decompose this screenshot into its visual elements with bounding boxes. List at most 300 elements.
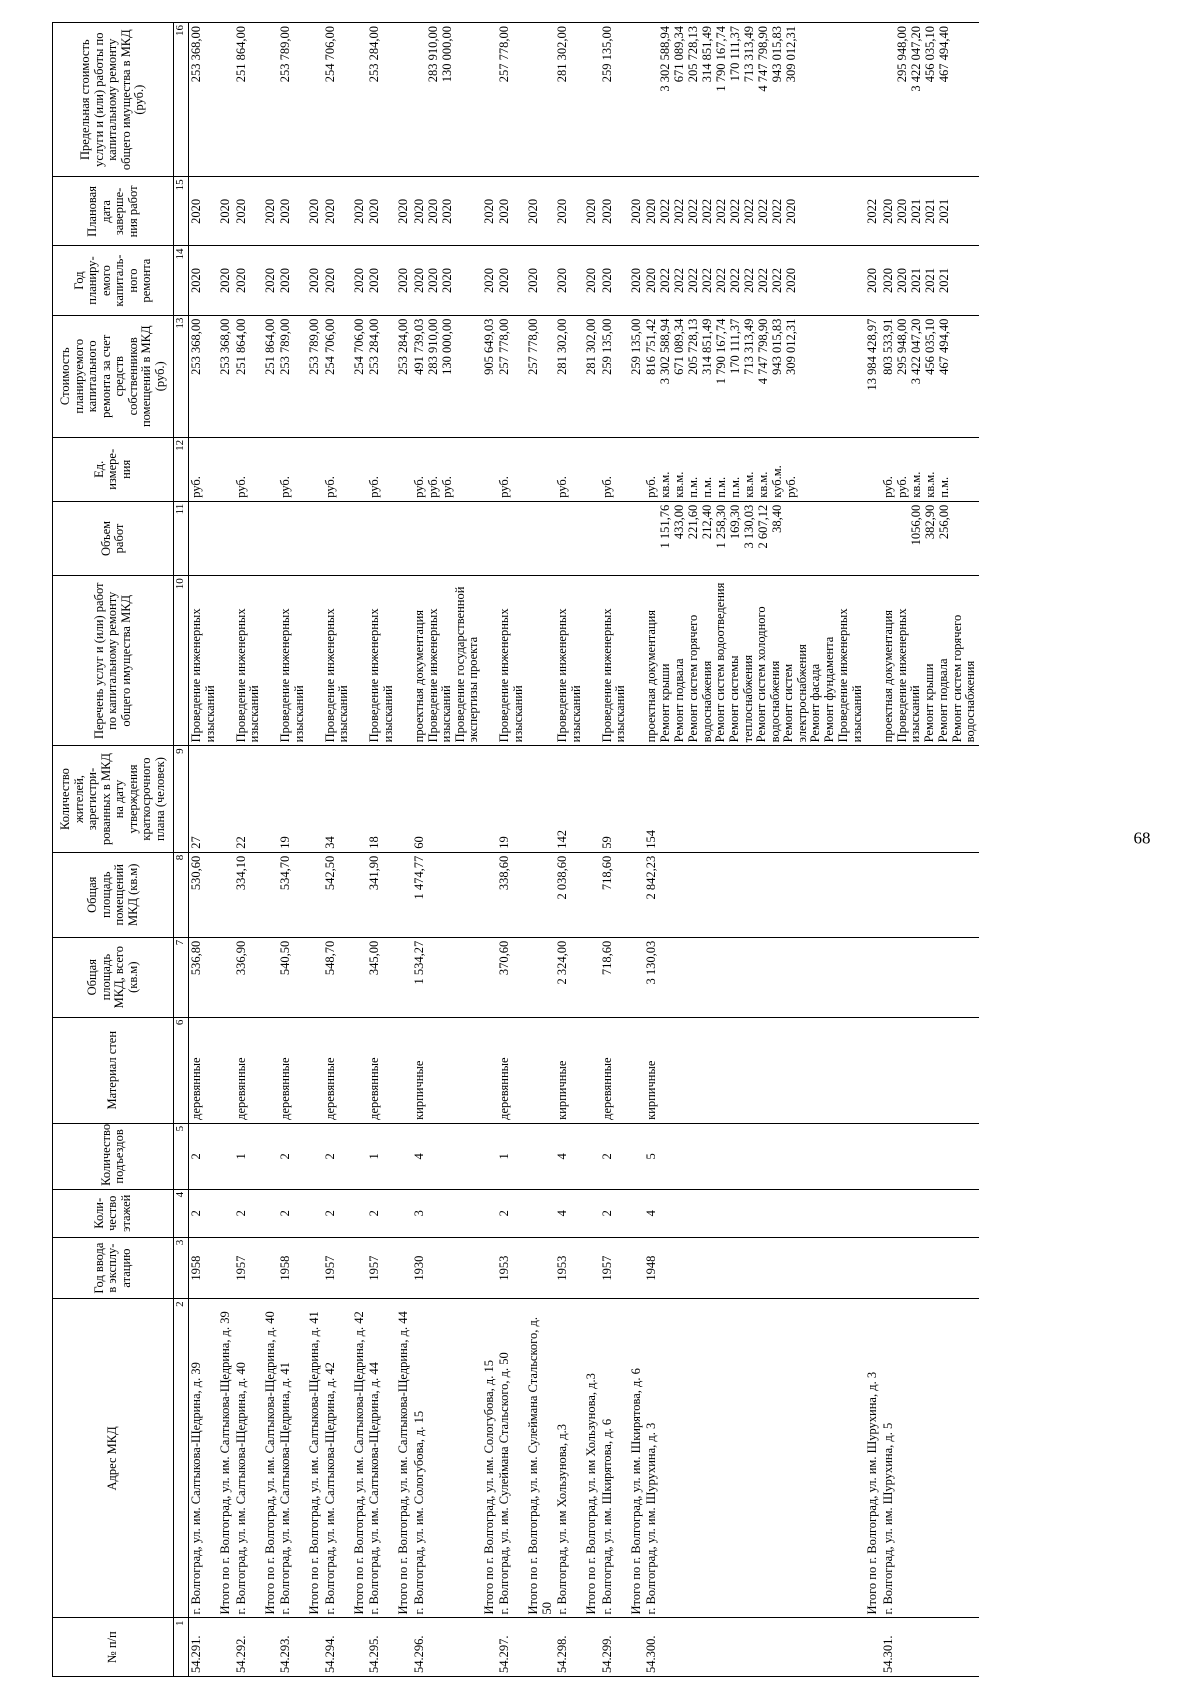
work-unit: руб. xyxy=(425,476,440,498)
work-year: 2020 xyxy=(894,268,909,294)
column-number: 8 xyxy=(174,852,189,937)
total-blank xyxy=(352,852,368,937)
work-year: 2020 xyxy=(367,268,381,294)
row-floors-value: 2 xyxy=(278,1210,292,1217)
work-name-list xyxy=(555,576,584,746)
work-volume-list xyxy=(881,501,979,575)
row-wall-material-value: деревянные xyxy=(233,1057,248,1120)
work-cost-list xyxy=(323,315,352,437)
row-number xyxy=(367,1618,396,1677)
row-residents-value: 34 xyxy=(322,836,337,849)
row-address-value: г. Волгоград, ул. им. Салтыкова-Щедрина, д. 40 xyxy=(233,1362,248,1615)
work-limit-list xyxy=(881,23,979,177)
row-entrances xyxy=(497,1123,526,1189)
work-name: Ремонт крыши xyxy=(921,663,936,743)
total-blank xyxy=(263,501,279,575)
work-cost-list xyxy=(555,315,584,437)
total-blank xyxy=(352,1123,368,1189)
total-blank xyxy=(584,576,600,746)
total-blank xyxy=(396,1618,412,1677)
row-residents xyxy=(278,746,307,852)
work-volume: 1 258,30 xyxy=(714,504,728,549)
total-label xyxy=(629,1299,645,1618)
row-number xyxy=(600,1618,629,1677)
total-blank xyxy=(584,501,600,575)
work-unit: п.м. xyxy=(714,476,728,498)
total-label-text: Итого по г. Волгоград, ул. им. Салтыкова-Щедрина, д. 41 xyxy=(307,1311,321,1615)
work-volume-list xyxy=(644,501,865,575)
work-unit: руб. xyxy=(233,476,248,498)
work-limit: 205 728,13 xyxy=(686,26,700,83)
work-volume: 433,00 xyxy=(672,504,686,540)
total-end xyxy=(307,177,323,246)
row-area-total-value: 540,50 xyxy=(278,940,292,976)
work-volume xyxy=(279,505,293,572)
work-cost: 943 015,83 xyxy=(770,318,784,375)
row-address-value: г. Волгоград, ул. им. Сологубова, д. 15 xyxy=(411,1410,426,1615)
work-unit: руб. xyxy=(322,476,337,498)
row-wall-material xyxy=(555,1017,584,1123)
work-cost: 251 864,00 xyxy=(233,318,248,375)
work-year: 2020 xyxy=(555,268,569,294)
work-name-list xyxy=(323,576,352,746)
row-floors-value: 2 xyxy=(189,1210,203,1217)
total-blank xyxy=(352,437,368,501)
row-floors xyxy=(323,1189,352,1237)
total-blank xyxy=(629,501,645,575)
work-cost: 257 778,00 xyxy=(497,318,511,375)
header-cell: Общая площадь МКД, всего (кв.м) xyxy=(53,937,174,1017)
row-entrances-value: 5 xyxy=(644,1153,658,1160)
row-build-year-value: 1948 xyxy=(644,1255,658,1281)
header-cell: Количество подъездов xyxy=(53,1123,174,1189)
work-volume: 38,40 xyxy=(770,504,784,533)
row-address-value: г. Волгоград, ул. им. Сулеймана Стальского, д. 50 xyxy=(497,1352,511,1615)
work-unit-list xyxy=(189,437,219,501)
row-number xyxy=(234,1618,263,1677)
row-floors-value: 2 xyxy=(322,1210,337,1217)
row-area-total-value: 2 324,00 xyxy=(555,940,569,985)
work-limit: 253 368,00 xyxy=(189,26,203,83)
total-blank xyxy=(482,746,498,852)
total-blank xyxy=(584,1237,600,1299)
work-name-list xyxy=(644,576,865,746)
total-blank xyxy=(629,937,645,1017)
row-area-rooms-value: 718,60 xyxy=(599,855,614,891)
work-cost-list xyxy=(412,315,482,437)
row-number xyxy=(555,1618,584,1677)
row-area-rooms-value: 2 842,23 xyxy=(644,855,658,900)
row-number-value: 54.299. xyxy=(599,1635,614,1673)
row-area-total-value: 345,00 xyxy=(367,940,381,976)
row-residents xyxy=(644,746,865,852)
work-end-date: 2022 xyxy=(770,198,784,224)
row-address-value: г. Волгоград, ул. им Хользунова, д.3 xyxy=(555,1423,569,1615)
row-address xyxy=(497,1299,526,1618)
total-year-value: 2020 xyxy=(481,268,496,294)
table-row xyxy=(367,23,396,1677)
row-entrances-value: 4 xyxy=(555,1153,569,1160)
row-build-year-value: 1957 xyxy=(322,1255,337,1281)
column-number: 11 xyxy=(174,501,189,575)
work-unit: п.м. xyxy=(936,476,951,498)
work-cost: 281 302,00 xyxy=(555,318,569,375)
row-residents-value: 142 xyxy=(555,829,569,849)
total-blank xyxy=(865,746,881,852)
total-blank xyxy=(396,1237,412,1299)
work-unit: руб. xyxy=(599,476,614,498)
row-floors xyxy=(881,1189,979,1237)
total-blank xyxy=(526,23,555,177)
work-name: Ремонт крыши xyxy=(658,663,672,743)
work-year: 2020 xyxy=(880,268,895,294)
work-volume xyxy=(324,505,338,572)
total-blank xyxy=(307,437,323,501)
row-wall-material xyxy=(881,1017,979,1123)
total-label xyxy=(482,1299,498,1618)
work-volume-list xyxy=(189,501,219,575)
total-blank xyxy=(307,1189,323,1237)
row-floors xyxy=(412,1189,482,1237)
row-floors-value: 2 xyxy=(367,1210,381,1217)
work-volume-list xyxy=(367,501,396,575)
total-end-value: 2020 xyxy=(262,198,277,224)
total-blank xyxy=(218,501,234,575)
work-limit-list xyxy=(189,23,219,177)
work-year: 2020 xyxy=(189,268,203,294)
row-residents xyxy=(497,746,526,852)
total-blank xyxy=(307,746,323,852)
row-build-year-value: 1958 xyxy=(189,1255,203,1281)
work-year: 2022 xyxy=(714,268,728,294)
row-number-value: 54.300. xyxy=(644,1635,658,1673)
work-year: 2022 xyxy=(672,268,686,294)
work-unit: руб. xyxy=(278,476,292,498)
total-end xyxy=(218,177,234,246)
row-address xyxy=(234,1299,263,1618)
work-year-list xyxy=(234,246,263,315)
total-blank xyxy=(352,937,368,1017)
row-wall-material-value: деревянные xyxy=(278,1057,292,1120)
total-cost-value: 253 284,00 xyxy=(396,318,410,375)
work-limit-list xyxy=(323,23,352,177)
work-cost: 456 035,10 xyxy=(922,318,937,375)
total-blank xyxy=(263,1123,279,1189)
total-blank xyxy=(584,1189,600,1237)
total-row xyxy=(865,23,881,1677)
total-year-value: 2020 xyxy=(351,268,366,294)
work-year: 2020 xyxy=(644,268,658,294)
total-blank xyxy=(218,1237,234,1299)
table-row xyxy=(644,23,865,1677)
total-blank xyxy=(263,937,279,1017)
total-year xyxy=(396,246,412,315)
row-area-rooms xyxy=(367,852,396,937)
row-number xyxy=(644,1618,865,1677)
work-cost: 467 494,40 xyxy=(936,318,951,375)
work-year: 2020 xyxy=(233,268,248,294)
table-row xyxy=(497,23,526,1677)
row-wall-material-value: кирпичные xyxy=(644,1060,658,1120)
work-volume-list xyxy=(412,501,482,575)
work-cost: 671 089,34 xyxy=(672,318,686,375)
total-year xyxy=(307,246,323,315)
table-row xyxy=(234,23,263,1677)
total-blank xyxy=(865,23,881,177)
work-year-list xyxy=(412,246,482,315)
total-label-text: Итого по г. Волгоград, ул. им. Сулеймана Стальского, д. 50 xyxy=(526,1317,554,1615)
work-end-date-list xyxy=(189,177,219,246)
work-limit: 283 910,00 xyxy=(425,26,440,83)
row-entrances-value: 2 xyxy=(278,1153,292,1160)
work-name: Ремонт систем горячего водоснабжения xyxy=(949,614,977,743)
work-cost-list xyxy=(600,315,629,437)
row-build-year-value: 1958 xyxy=(278,1255,292,1281)
total-end-value: 2020 xyxy=(526,198,540,224)
work-limit: 4 747 798,90 xyxy=(756,26,770,92)
total-cost xyxy=(526,315,555,437)
total-year xyxy=(865,246,881,315)
row-address xyxy=(278,1299,307,1618)
work-name: Проведение государственной экспертизы проекта xyxy=(452,586,480,743)
row-area-rooms-value: 341,90 xyxy=(367,855,381,891)
total-cost-value: 253 789,00 xyxy=(307,318,321,375)
row-address xyxy=(323,1299,352,1618)
row-residents xyxy=(600,746,629,852)
column-number: 10 xyxy=(174,576,189,746)
work-name-list xyxy=(234,576,263,746)
total-blank xyxy=(865,576,881,746)
row-residents xyxy=(367,746,396,852)
total-blank xyxy=(865,937,881,1017)
total-blank xyxy=(526,1189,555,1237)
row-address xyxy=(412,1299,482,1618)
work-year: 2020 xyxy=(322,268,337,294)
work-year-list xyxy=(323,246,352,315)
work-unit: руб. xyxy=(367,476,381,498)
total-blank xyxy=(629,576,645,746)
row-area-total-value: 3 130,03 xyxy=(644,940,658,985)
work-volume xyxy=(785,505,799,572)
work-unit: руб. xyxy=(497,476,511,498)
row-entrances-value: 2 xyxy=(189,1153,203,1160)
work-unit-list xyxy=(644,437,865,501)
work-unit: кв.м. xyxy=(908,471,923,498)
work-volume: 1 151,76 xyxy=(658,504,672,549)
work-end-date: 2021 xyxy=(908,198,923,224)
table-row xyxy=(600,23,629,1677)
total-blank xyxy=(396,1123,412,1189)
row-area-rooms xyxy=(323,852,352,937)
work-end-date: 2020 xyxy=(233,198,248,224)
row-number-value: 54.291. xyxy=(189,1635,203,1673)
row-number-value: 54.301. xyxy=(880,1635,895,1673)
row-build-year-value: 1930 xyxy=(411,1255,426,1281)
total-cost-value: 253 368,00 xyxy=(218,318,232,375)
row-area-total xyxy=(881,937,979,1017)
row-area-total xyxy=(412,937,482,1017)
work-end-date-list xyxy=(881,177,979,246)
header-cell: Адрес МКД xyxy=(53,1299,174,1618)
total-end-value: 2020 xyxy=(481,198,496,224)
work-end-date: 2020 xyxy=(880,198,895,224)
work-year: 2020 xyxy=(784,268,798,294)
work-end-date: 2022 xyxy=(742,198,756,224)
work-cost-list xyxy=(367,315,396,437)
total-blank xyxy=(352,1618,368,1677)
row-floors xyxy=(555,1189,584,1237)
total-blank xyxy=(865,1189,881,1237)
total-blank xyxy=(218,1618,234,1677)
row-address xyxy=(644,1299,865,1618)
work-limit: 170 111,37 xyxy=(728,26,742,82)
row-floors-value: 2 xyxy=(599,1210,614,1217)
row-floors-value: 4 xyxy=(555,1210,569,1217)
row-area-total xyxy=(189,937,219,1017)
total-blank xyxy=(396,23,412,177)
header-cell: № п/п xyxy=(53,1618,174,1677)
work-cost: 314 851,49 xyxy=(700,318,714,375)
row-area-total xyxy=(555,937,584,1017)
work-volume xyxy=(190,505,204,572)
total-end xyxy=(629,177,645,246)
work-limit: 251 864,00 xyxy=(233,26,248,83)
row-entrances xyxy=(412,1123,482,1189)
total-label-text: Итого по г. Волгоград, ул. им. Шурухина, д. 3 xyxy=(865,1371,879,1615)
total-row xyxy=(352,23,368,1677)
work-limit xyxy=(882,26,896,173)
row-number xyxy=(881,1618,979,1677)
work-year: 2022 xyxy=(728,268,742,294)
work-end-date-list xyxy=(555,177,584,246)
total-blank xyxy=(482,1123,498,1189)
row-wall-material xyxy=(367,1017,396,1123)
work-unit: п.м. xyxy=(728,476,742,498)
total-blank xyxy=(263,576,279,746)
column-number: 13 xyxy=(174,315,189,437)
total-blank xyxy=(396,1017,412,1123)
work-limit-list xyxy=(234,23,263,177)
row-residents-value: 18 xyxy=(367,836,381,849)
row-area-rooms xyxy=(644,852,865,937)
total-year xyxy=(263,246,279,315)
row-entrances-value: 1 xyxy=(367,1153,381,1160)
row-build-year-value: 1953 xyxy=(497,1255,511,1281)
total-row xyxy=(629,23,645,1677)
column-number: 14 xyxy=(174,246,189,315)
row-build-year-value: 1957 xyxy=(233,1255,248,1281)
total-blank xyxy=(307,1123,323,1189)
work-end-date: 2020 xyxy=(497,198,511,224)
total-year xyxy=(584,246,600,315)
total-label xyxy=(396,1299,412,1618)
row-entrances xyxy=(644,1123,865,1189)
total-blank xyxy=(526,852,555,937)
row-number xyxy=(323,1618,352,1677)
total-row xyxy=(482,23,498,1677)
row-area-total-value: 370,60 xyxy=(497,940,511,976)
work-volume xyxy=(498,505,512,572)
row-residents-value: 19 xyxy=(278,836,292,849)
work-volume: 3 130,03 xyxy=(742,504,756,549)
total-end xyxy=(263,177,279,246)
total-blank xyxy=(526,437,555,501)
total-end-value: 2020 xyxy=(351,198,366,224)
work-cost-list xyxy=(278,315,307,437)
total-blank xyxy=(307,1618,323,1677)
total-blank xyxy=(482,1237,498,1299)
row-area-rooms xyxy=(881,852,979,937)
row-area-rooms xyxy=(497,852,526,937)
work-limit-list xyxy=(497,23,526,177)
row-number xyxy=(278,1618,307,1677)
work-year: 2022 xyxy=(742,268,756,294)
total-cost-value: 905 649,03 xyxy=(481,318,496,375)
total-blank xyxy=(307,501,323,575)
work-year: 2021 xyxy=(936,268,951,294)
total-blank xyxy=(396,576,412,746)
header-cell: Объем работ xyxy=(53,501,174,575)
work-unit: руб. xyxy=(894,476,909,498)
work-name: Ремонт подвала xyxy=(672,658,686,743)
row-residents-value: 22 xyxy=(233,836,248,849)
work-end-date: 2022 xyxy=(700,198,714,224)
total-blank xyxy=(352,501,368,575)
work-end-date: 2020 xyxy=(425,198,440,224)
header-cell: Год ввода в эксплу-атацию xyxy=(53,1237,174,1299)
work-year: 2020 xyxy=(278,268,292,294)
work-cost: 3 302 588,94 xyxy=(658,318,672,385)
row-entrances-value: 1 xyxy=(497,1153,511,1160)
column-number: 6 xyxy=(174,1017,189,1123)
total-blank xyxy=(396,1189,412,1237)
row-floors xyxy=(497,1189,526,1237)
table-row xyxy=(323,23,352,1677)
row-residents-value: 27 xyxy=(189,836,203,849)
total-year xyxy=(352,246,368,315)
total-end xyxy=(526,177,555,246)
work-end-date-list xyxy=(323,177,352,246)
work-end-date: 2020 xyxy=(411,198,426,224)
work-volume-list xyxy=(278,501,307,575)
column-number: 2 xyxy=(174,1299,189,1618)
row-number xyxy=(412,1618,482,1677)
total-blank xyxy=(263,437,279,501)
row-entrances xyxy=(881,1123,979,1189)
total-blank xyxy=(584,23,600,177)
row-area-total xyxy=(234,937,263,1017)
row-area-total-value: 548,70 xyxy=(322,940,337,976)
total-label xyxy=(526,1299,555,1618)
work-volume: 169,30 xyxy=(728,504,742,540)
work-name: Ремонт систем электроснабжения xyxy=(781,644,809,743)
total-year-value: 2020 xyxy=(526,268,540,294)
total-blank xyxy=(263,1237,279,1299)
total-label xyxy=(865,1299,881,1618)
work-name: Проведение инженерных изысканий xyxy=(233,608,261,743)
total-blank xyxy=(396,501,412,575)
total-end xyxy=(396,177,412,246)
work-unit-list xyxy=(323,437,352,501)
total-cost-value: 259 135,00 xyxy=(628,318,643,375)
total-blank xyxy=(584,852,600,937)
work-end-date: 2020 xyxy=(439,198,454,224)
row-area-rooms xyxy=(278,852,307,937)
total-row xyxy=(526,23,555,1677)
work-end-date-list xyxy=(367,177,396,246)
row-entrances-value: 2 xyxy=(599,1153,614,1160)
total-blank xyxy=(218,1123,234,1189)
